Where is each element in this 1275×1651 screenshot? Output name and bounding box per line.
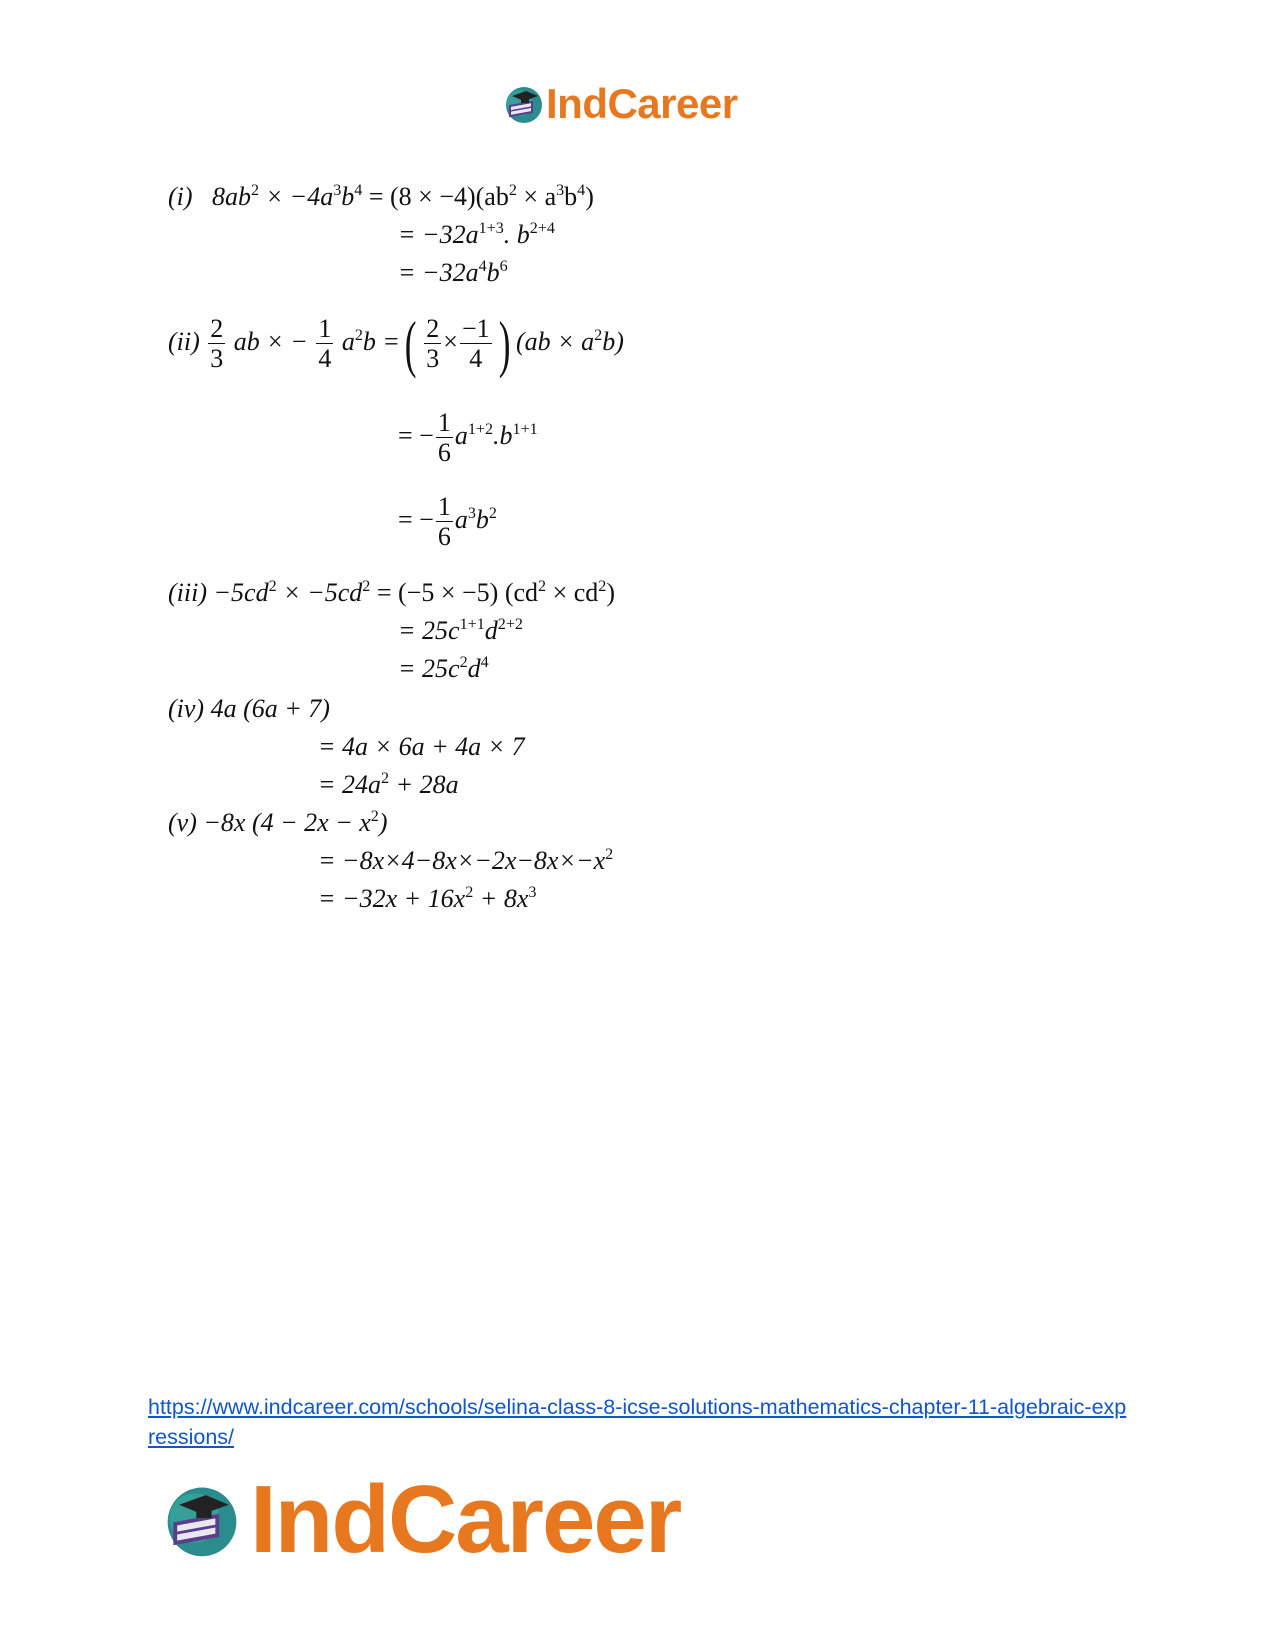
label-i: (i)	[168, 182, 193, 211]
logo-text: IndCareer	[546, 80, 738, 127]
fraction: $\frac{2}{3}$	[210, 314, 224, 373]
solution-iii-line-1: $(iii) -5cd^2 \times -5cd^2 = (-5 \times -5) (cd^2 \times cd^2)$	[168, 578, 616, 607]
fraction: $\frac{1}{6}$	[437, 492, 451, 551]
source-url-link[interactable]: https://www.indcareer.com/schools/selina-class-8-icse-solutions-mathematics-chapter-11-algebraic-expressions/	[148, 1395, 1127, 1449]
solution-ii-line-1: (ii) $\frac{2}{3}$ ab × − $\frac{1}{4}$ $a^2b$ = ( $\frac{2}{3}$ × $\frac{-1}{4}$ ) $(ab \times a^2b)$	[168, 308, 624, 379]
label-iii: (iii)	[168, 578, 207, 607]
solution-v-line-2: = $-8x\times 4-8x\times-2x-8x\times-x^2$	[318, 846, 614, 875]
graduation-book-icon	[160, 1478, 244, 1562]
solution-iii-line-2: = $25c^{1+1}d^{2+2}$	[398, 616, 523, 645]
footer-logo	[160, 1465, 680, 1575]
solution-i-line-3: = $-32a^4b^6$	[398, 258, 508, 287]
fraction: $\frac{2}{3}$	[426, 314, 440, 373]
fraction: $\frac{1}{6}$	[437, 408, 451, 467]
solution-iv-line-3: = $24a^2 + 28a$	[318, 770, 459, 799]
fraction: $\frac{-1}{4}$	[461, 314, 490, 373]
label-v: (v)	[168, 808, 197, 837]
header-logo	[502, 80, 738, 128]
solution-iv-line-1: (iv) 4a (6a + 7)	[168, 694, 330, 723]
solution-v-line-1: (v) −8x $(4 - 2x - x^2)$	[168, 808, 388, 837]
solution-ii-line-2: = − $\frac{1}{6}$ $a^{1+2}.b^{1+1}$	[398, 408, 538, 467]
label-iv: (iv)	[168, 694, 205, 723]
solution-v-line-3: = $-32x + 16x^2 + 8x^3$	[318, 884, 537, 913]
left-paren: (	[405, 308, 417, 379]
graduation-book-icon	[502, 82, 546, 126]
solution-i-line-2: = $-32a^{1+3}$. $b^{2+4}$	[398, 220, 555, 249]
solution-iii-line-3: = $25c^2d^4$	[398, 654, 489, 683]
logo-text: IndCareer	[250, 1466, 681, 1573]
solution-ii-line-3: = − $\frac{1}{6}$ $a^3b^2$	[398, 492, 497, 551]
fraction: $\frac{1}{4}$	[318, 314, 332, 373]
label-ii: (ii)	[168, 326, 200, 356]
solution-i-line-1: (i) $8ab^2 \times -4a^3b^4 = (8 \times -4)(ab^2 \times a^3b^4)$	[168, 182, 594, 211]
right-paren: )	[498, 308, 511, 379]
solution-iv-line-2: = 4a × 6a + 4a × 7	[318, 732, 525, 761]
